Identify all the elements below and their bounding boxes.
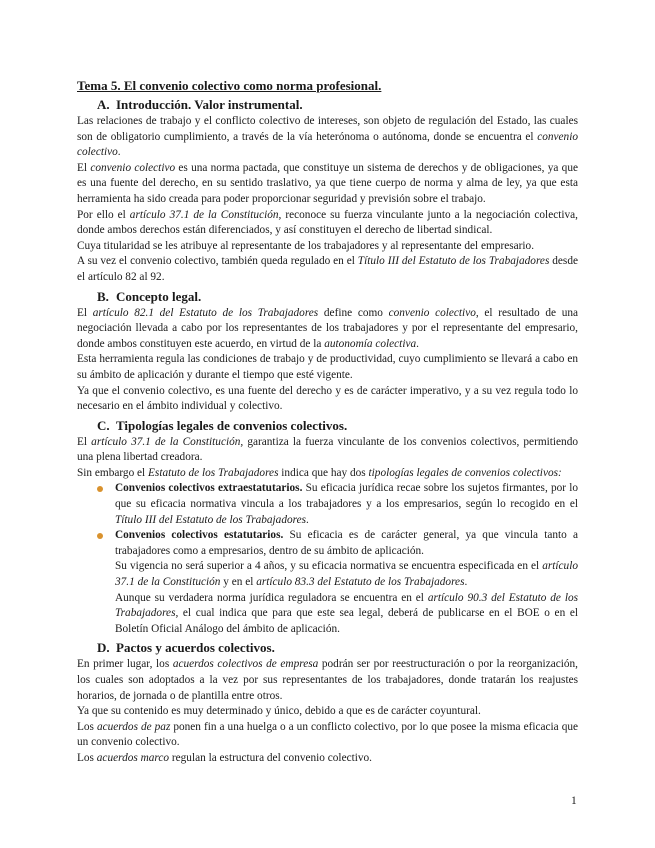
list-item: Convenios colectivos estatutarios. Su eficacia es de carácter general, ya que vincula tanto a trabajadores como a empresarios, dentro de su ámbito de aplicación. <box>77 528 578 559</box>
paragraph: Los acuerdos marco regulan la estructura del convenio colectivo. <box>77 751 372 764</box>
paragraph: Esta herramienta regula las condiciones de trabajo y de productividad, cuyo cumplimiento se llevará a cabo en su ámbito de aplicación y durante el tiempo que esté vigente. <box>77 353 578 381</box>
page-number: 1 <box>571 795 577 807</box>
section-d-letter: D. <box>97 640 110 656</box>
bullet-list <box>77 481 578 559</box>
indented-paragraph: Aunque su verdadera norma jurídica reguladora se encuentra en el artículo 90.3 del Estatuto de los Trabajadores, el cual indica que para que este sea legal, deberá de publicarse en el BOE o en el Boletín Oficial Análogo del ámbito de aplicación. <box>115 591 578 635</box>
section-c-heading <box>77 417 578 434</box>
section-b-title: Concepto legal. <box>116 288 202 304</box>
section-d-heading <box>77 639 578 656</box>
page-title: Tema 5. El convenio colectivo como norma profesional. <box>77 78 382 93</box>
paragraph: Los acuerdos de paz ponen fin a una huelga o a un conflicto colectivo, por lo que posee la misma eficacia que un convenio colectivo. <box>77 720 579 749</box>
bullet-icon <box>97 533 103 539</box>
paragraph: A su vez el convenio colectivo, también queda regulado en el Título III del Estatuto de los Trabajadores desde el artículo 82 al 92. <box>77 255 578 283</box>
paragraph: Ya que su contenido es muy determinado y único, debido a que es de carácter coyuntural. <box>77 705 481 718</box>
section-a-heading <box>77 96 578 113</box>
paragraph: Las relaciones de trabajo y el conflicto colectivo de intereses, son objeto de regulación del Estado, las cuales son de obligatorio cumplimiento, a través de la vía heterónoma o autónoma, donde se encuentra el convenio colectivo. <box>77 115 578 159</box>
paragraph: El artículo 82.1 del Estatuto de los Trabajadores define como convenio colectivo, el resultado de una negociación llevada a cabo por los representantes de los trabajadores y por el representante del empresario, donde ambos constituyen este acuerdo, en virtud de la autonomía colectiva. <box>77 306 579 350</box>
paragraph: Por ello el artículo 37.1 de la Constitución, reconoce su fuerza vinculante junto a la negociación colectiva, donde ambos derechos están diferenciados, y así constituyen el derecho de libertad sindical. <box>77 208 578 237</box>
indented-paragraph: Su vigencia no será superior a 4 años, y su eficacia normativa se encuentra especificada en el artículo 37.1 de la Constitución y en el artículo 83.3 del Estatuto de los Trabajadores. <box>115 560 578 589</box>
section-b-heading <box>77 288 578 305</box>
document-body <box>77 78 578 767</box>
paragraph: El artículo 37.1 de la Constitución, garantiza la fuerza vinculante de los convenios colectivos, permitiendo una plena libertad creadora. <box>77 435 578 464</box>
paragraph: Cuya titularidad se les atribuye al representante de los trabajadores y al representante del empresario. <box>77 239 535 252</box>
paragraph: El convenio colectivo es una norma pactada, que constituye un sistema de derechos y de obligaciones, ya que es una fuente del derecho, en su sentido traslativo, ya que tiene cuerpo de norma y alma de ley, ya que esta herramienta ha sido creada para poder proporcionar seguridad y previsión sobre el trabajo. <box>77 161 578 205</box>
section-d-title: Pactos y acuerdos colectivos. <box>116 640 275 656</box>
section-c-letter: C. <box>97 417 110 433</box>
section-b-letter: B. <box>97 288 109 304</box>
paragraph: Sin embargo el Estatuto de los Trabajadores indica que hay dos tipologías legales de convenios colectivos: <box>77 466 562 479</box>
section-a-title: Introducción. Valor instrumental. <box>116 97 303 112</box>
bullet-icon <box>97 486 103 492</box>
list-item: Convenios colectivos extraestatutarios. Su eficacia jurídica recae sobre los sujetos firmantes, por lo que su eficacia normativa vincula a los trabajadores y a los empresarios, según lo recogido en el Título III del Estatuto de los Trabajadores. <box>77 481 578 528</box>
paragraph: En primer lugar, los acuerdos colectivos de empresa podrán ser por reestructuración o por la reorganización, los cuales son adoptados a la vez por sus representantes de los trabajadores, donde tratarán los reajustes horarios, de jornada o de plantilla entre otros. <box>77 658 578 702</box>
section-c-title: Tipologías legales de convenios colectivos. <box>116 417 348 433</box>
section-a-letter: A. <box>97 97 110 112</box>
paragraph: Ya que el convenio colectivo, es una fuente del derecho y es de carácter imperativo, y a su vez regula todo lo necesario en el ámbito individual y colectivo. <box>77 384 578 413</box>
